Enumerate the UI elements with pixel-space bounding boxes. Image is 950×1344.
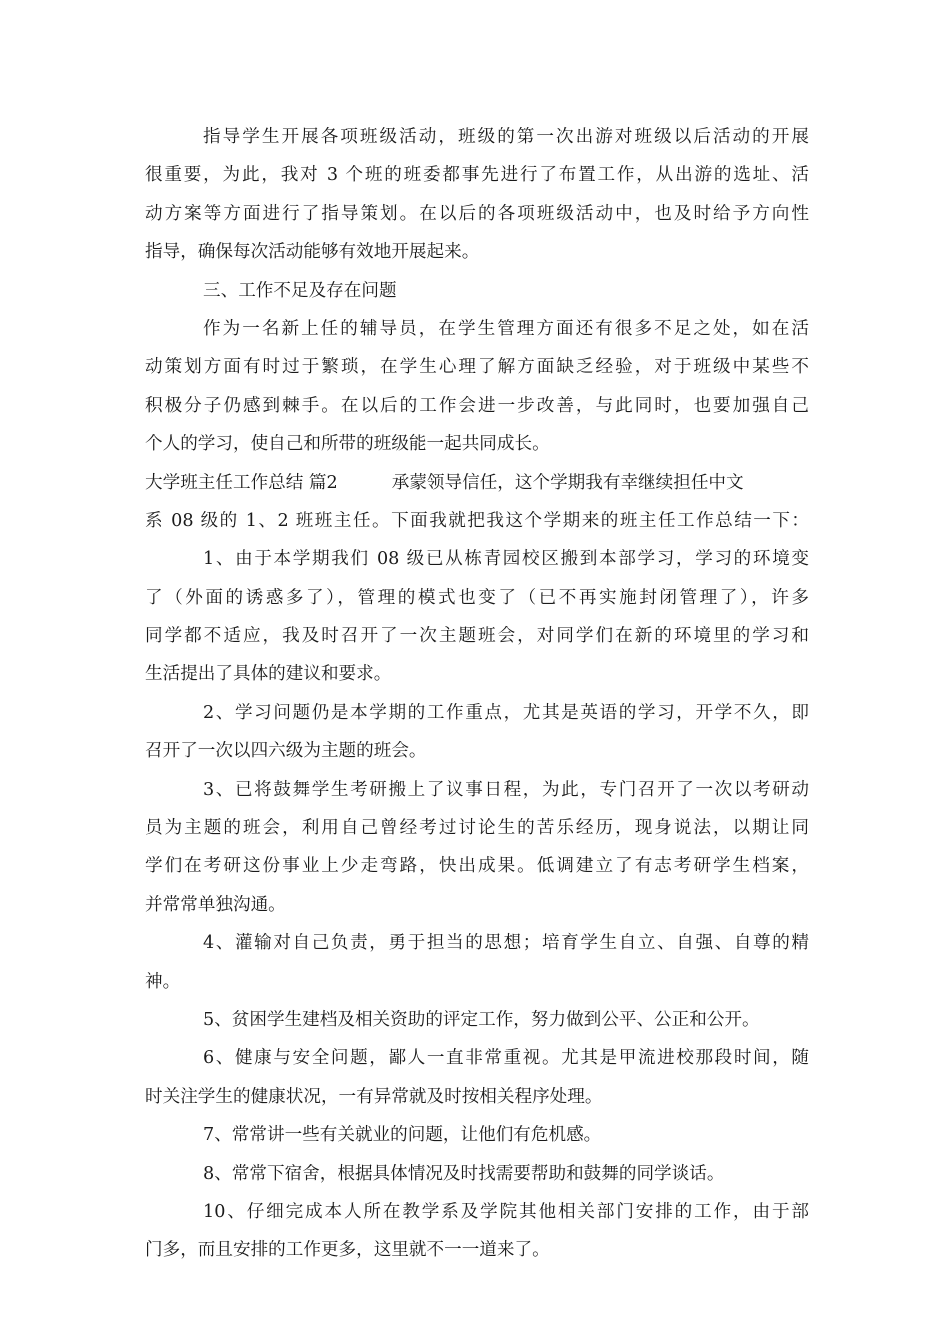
text-line: 个人的学习，使自己和所带的班级能一起共同成长。 [145, 434, 550, 455]
text-line: 作为一名新上任的辅导员，在学生管理方面还有很多不足之处，如在活 [203, 318, 809, 339]
text-line: 时关注学生的健康状况，一有异常就及时按相关程序处理。 [145, 1086, 603, 1107]
text-line: 动方案等方面进行了指导策划。在以后的各项班级活动中，也及时给予方向性 [145, 203, 809, 224]
text-line: 2、学习问题仍是本学期的工作重点，尤其是英语的学习，开学不久，即 [203, 702, 809, 723]
text-line: 3、已将鼓舞学生考研搬上了议事日程，为此，专门召开了一次以考研动 [203, 779, 809, 800]
text-line: 积极分子仍感到棘手。在以后的工作会进一步改善，与此同时，也要加强自己 [145, 395, 809, 416]
text-line: 7、常常讲一些有关就业的问题，让他们有危机感。 [203, 1125, 602, 1146]
text-line: 并常常单独沟通。 [145, 894, 286, 915]
text-line: 5、贫困学生建档及相关资助的评定工作，努力做到公平、公正和公开。 [203, 1009, 760, 1030]
text-line: 8、常常下宿舍，根据具体情况及时找需要帮助和鼓舞的同学谈话。 [203, 1163, 725, 1184]
text-line: 4、灌输对自己负责，勇于担当的思想；培育学生自立、自强、自尊的精 [203, 933, 809, 954]
text-line: 生活提出了具体的建议和要求。 [145, 664, 392, 685]
text-line: 了（外面的诱惑多了），管理的模式也变了（已不再实施封闭管理了），许多 [145, 587, 809, 608]
text-line: 学们在考研这份事业上少走弯路，快出成果。低调建立了有志考研学生档案， [145, 856, 809, 877]
text-line [145, 464, 809, 502]
text-line: 员为主题的班会，利用自己曾经考过讨论生的苦乐经历，现身说法，以期让同 [145, 818, 809, 839]
article-title: 大学班主任工作总结 篇2 [145, 472, 338, 493]
text-line: 10、仔细完成本人所在教学系及学院其他相关部门安排的工作，由于部 [203, 1201, 809, 1222]
text-line: 神。 [145, 971, 181, 992]
text-line: 系 08 级的 1、2 班班主任。下面我就把我这个学期来的班主任工作总结一下： [145, 510, 809, 531]
text-line: 很重要，为此，我对 3 个班的班委都事先进行了布置工作，从出游的选址、活 [145, 165, 809, 186]
section-heading: 三、工作不足及存在问题 [203, 280, 397, 301]
text-line: 同学都不适应，我及时召开了一次主题班会，对同学们在新的环境里的学习和 [145, 626, 809, 647]
text-line: 门多，而且安排的工作更多，这里就不一一道来了。 [145, 1240, 550, 1261]
text-line: 6、健康与安全问题，鄙人一直非常重视。尤其是甲流进校那段时间，随 [203, 1048, 809, 1069]
document-body [145, 118, 809, 1270]
text-line: 指导，确保每次活动能够有效地开展起来。 [145, 242, 480, 263]
text-line: 动策划方面有时过于繁琐，在学生心理了解方面缺乏经验，对于班级中某些不 [145, 357, 809, 378]
text-line: 指导学生开展各项班级活动，班级的第一次出游对班级以后活动的开展 [203, 127, 809, 147]
text-segment: 承蒙领导信任，这个学期我有幸继续担任中文 [391, 472, 744, 493]
text-line: 1、由于本学期我们 08 级已从栋青园校区搬到本部学习，学习的环境变 [203, 549, 809, 570]
text-line: 召开了一次以四六级为主题的班会。 [145, 741, 427, 762]
